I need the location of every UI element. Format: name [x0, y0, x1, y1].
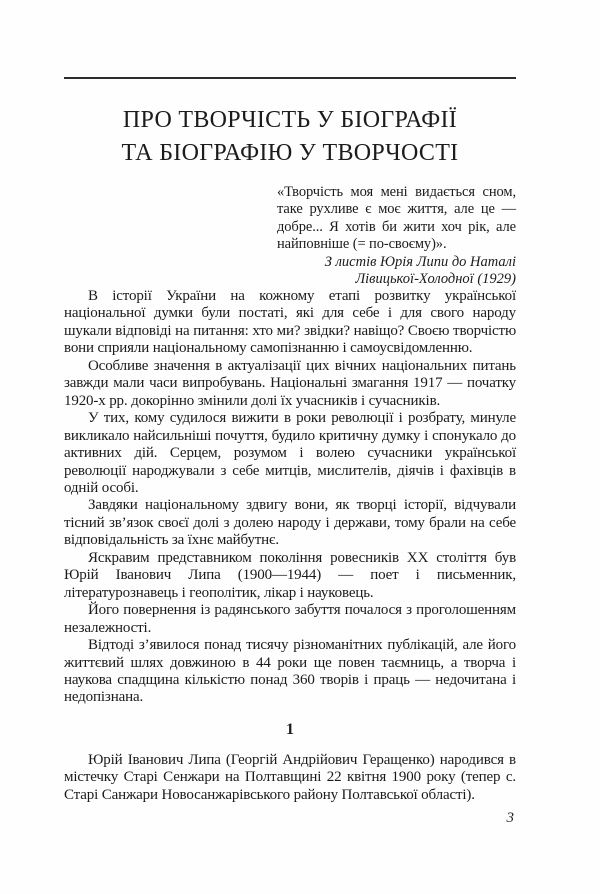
chapter-divider-rule: [64, 77, 516, 79]
chapter-title-line-1: ПРО ТВОРЧІСТЬ У БІОГРАФІЇ: [122, 107, 458, 133]
section-number: 1: [286, 720, 294, 738]
page-number: 3: [506, 810, 514, 826]
body-paragraph: Особливе значення в актуалізації цих вічних національних питань завжди мали часи випробувань. Національні змагання 1917 — початку 1920-х рр. докорінно змінили долі їх учасників і сучасників.: [64, 357, 516, 409]
epigraph-attribution: З листів Юрія Липи до Наталі Лівицької-Холодної (1929): [324, 253, 516, 288]
epigraph-quote: «Творчість моя мені видається сном, таке рухливе є моє життя, але це — добре... Я хотів би жити хоч рік, але найповніше (= по-своєму)».: [277, 184, 516, 253]
body-paragraph: У тих, кому судилося вижити в роки революції і розбрату, минуле викликало найсильніші почуття, будило критичну думку і спонукало до активних дій. Серцем, розумом і волею сучасники української революції народжували з себе митців, мислителів, діячів і фахівців в одній особі.: [64, 410, 516, 496]
body-paragraph: Його повернення із радянського забуття почалося з проголошенням незалежності.: [64, 602, 516, 636]
page-body: [64, 288, 516, 804]
body-paragraph: Юрій Іванович Липа (Георгій Андрійович Геращенко) народився в містечку Старі Сенжари на Полтавщині 22 квітня 1900 року (тепер с. Старі Санжари Новосанжарівського району Полтавської області).: [64, 751, 516, 803]
body-paragraph: Яскравим представником покоління ровесників ХХ століття був Юрій Іванович Липа (1900—1944) — поет і письменник, літературознавець і геополітик, лікар і науковець.: [64, 549, 516, 601]
chapter-title-line-2: ТА БІОГРАФІЮ У ТВОРЧОСТІ: [121, 140, 459, 166]
body-paragraph: В історії України на кожному етапі розвитку української національної думки були постаті, які для себе і для свого народу шукали відповіді на питання: хто ми? звідки? навіщо? Своєю творчістю вони сприяли національному самопізнанню і самоусвідомленню.: [64, 288, 516, 357]
epigraph: [277, 184, 516, 288]
chapter-title: [64, 104, 516, 170]
body-paragraph: Відтоді з’явилося понад тисячу різноманітних публікацій, але його життєвий шлях довжиною в 44 роки ще повен таємниць, а творча і наукова спадщина кількістю понад 360 творів і праць — недочитана і недопізнана.: [64, 637, 516, 706]
body-paragraph: Завдяки національному здвигу вони, як творці історії, відчували тісний зв’язок своєї долі з долею народу і держави, тому брали на себе відповідальність за їхнє майбутнє.: [64, 497, 516, 549]
